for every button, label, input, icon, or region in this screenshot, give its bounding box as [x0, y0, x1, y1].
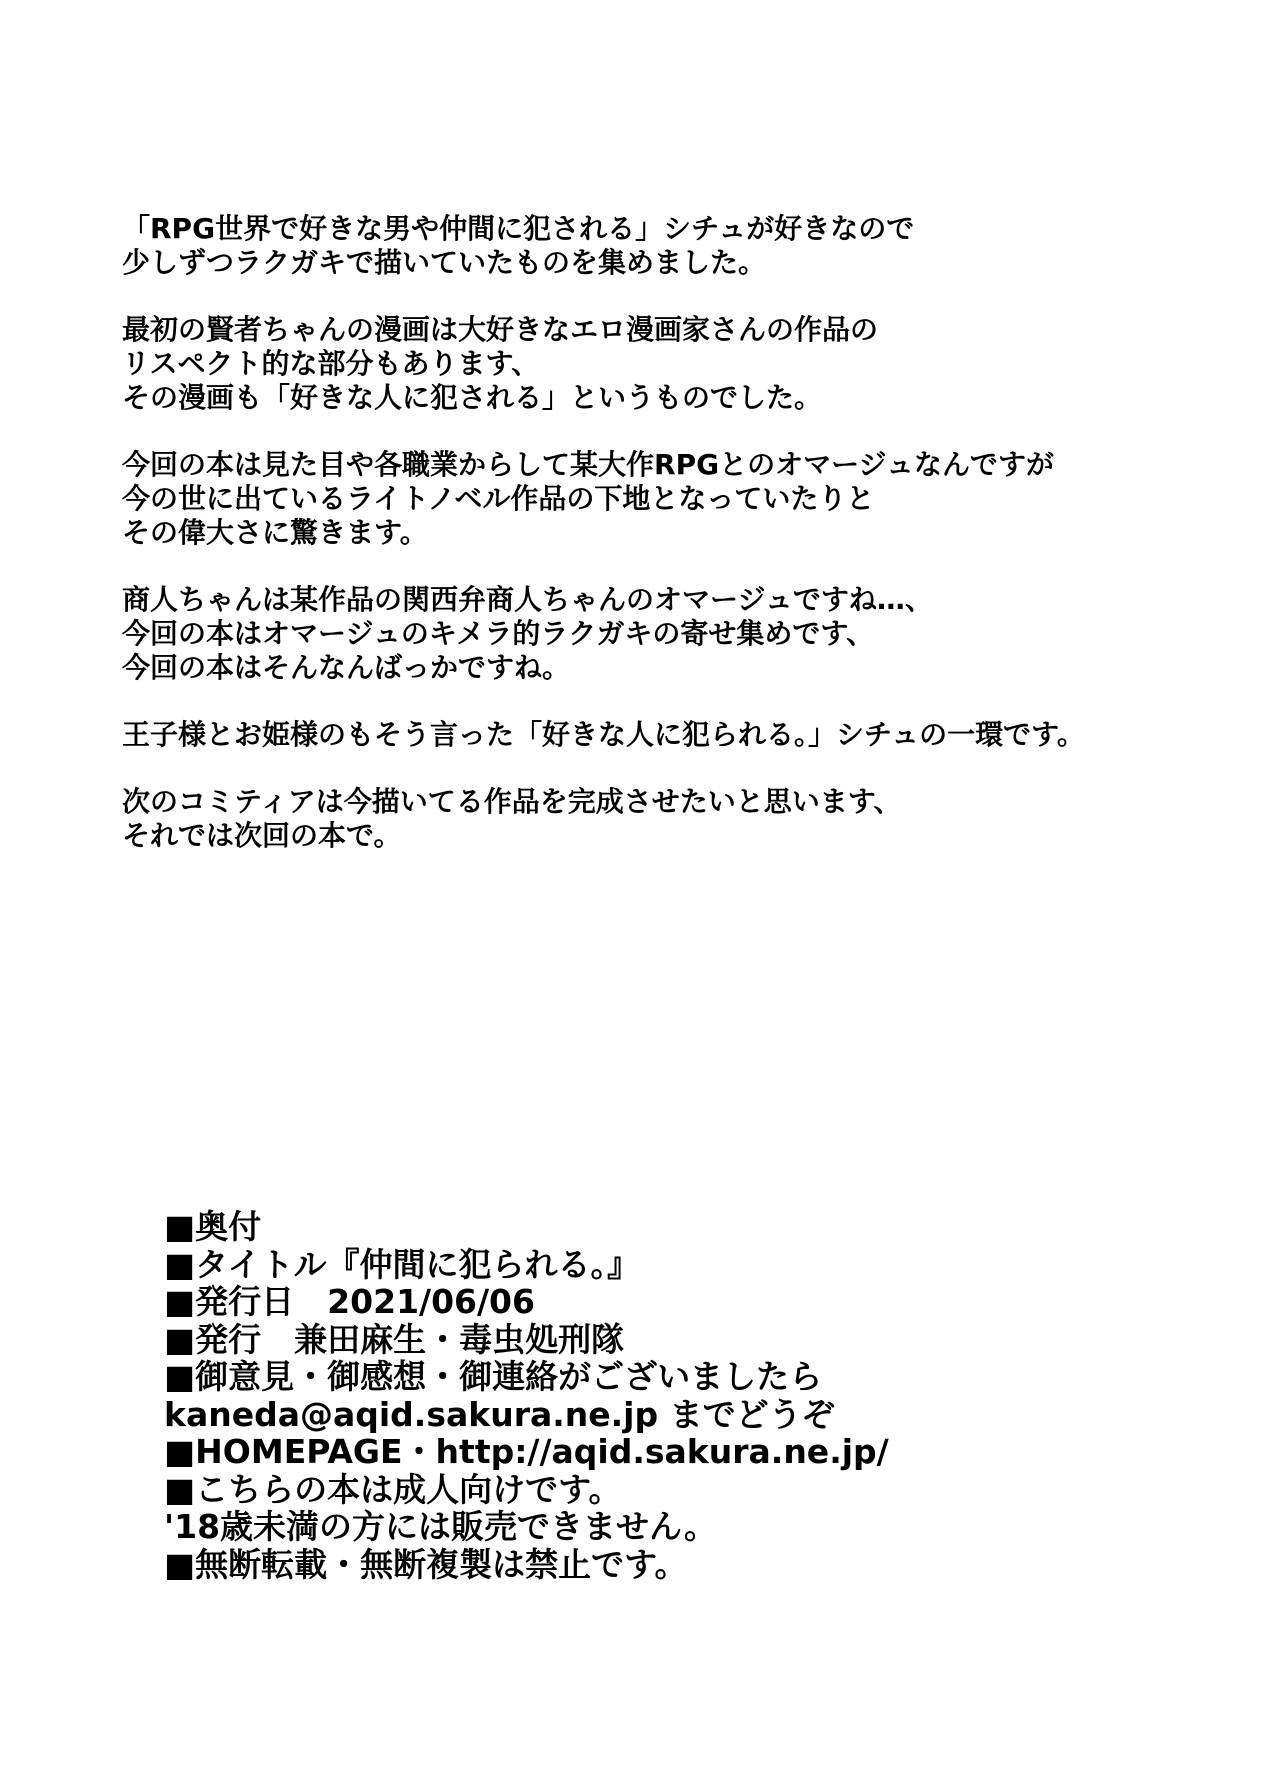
afterword-text: [122, 212, 1252, 886]
afterword-paragraph: [122, 448, 1252, 550]
colophon-title: ■タイトル『仲間に犯られる。』: [164, 1244, 641, 1284]
text-line: 「RPG世界で好きな男や仲間に犯される」シチュが好きなので: [122, 212, 915, 245]
colophon-contact: ■御意見・御感想・御連絡がございましたら: [164, 1357, 823, 1396]
colophon-homepage: ■HOMEPAGE・http://aqid.sakura.ne.jp/: [164, 1432, 889, 1471]
text-line: 今回の本はオマージュのキメラ的ラクガキの寄せ集めです、: [122, 617, 875, 650]
colophon-publish-date: ■発行日 2021/06/06: [164, 1282, 535, 1321]
afterword-paragraph: [122, 212, 1252, 280]
text-line: 今回の本は見た目や各職業からして某大作RPGとのオマージュなんですが: [122, 448, 1054, 481]
colophon-adult-notice: ■こちらの本は成人向けです。: [164, 1469, 622, 1509]
colophon: [164, 1208, 1164, 1583]
text-line: 商人ちゃんは某作品の関西弁商人ちゃんのオマージュですね…、: [122, 583, 933, 616]
text-line: 今回の本はそんなんばっかですね。: [122, 651, 571, 684]
colophon-heading: ■奥付: [164, 1207, 262, 1246]
afterword-paragraph: [122, 785, 1252, 853]
text-line: 少しずつラクガキで描いていたものを集めました。: [122, 246, 767, 279]
afterword-paragraph: [122, 718, 1252, 752]
afterword-paragraph: [122, 583, 1252, 685]
text-line: その漫画も「好きな人に犯される」というものでした。: [122, 381, 823, 414]
colophon-publisher: ■発行 兼田麻生・毒虫処刑隊: [164, 1319, 625, 1359]
text-line: 次のコミティアは今描いてる作品を完成させたいと思います、: [122, 785, 902, 818]
text-line: 最初の賢者ちゃんの漫画は大好きなエロ漫画家さんの作品の: [122, 313, 879, 346]
text-line: それでは次回の本で。: [122, 819, 402, 852]
text-line: 今の世に出ているライトノベル作品の下地となっていたりと: [122, 482, 875, 515]
colophon-copyright-notice: ■無断転載・無断複製は禁止です。: [164, 1544, 688, 1584]
text-line: その偉大さに驚きます。: [122, 516, 428, 549]
text-line: リスペクト的な部分もあります、: [122, 347, 540, 380]
afterword-paragraph: [122, 313, 1252, 415]
colophon-age-restriction: '18歳未満の方には販売できません。: [164, 1507, 718, 1546]
colophon-email: kaneda@aqid.sakura.ne.jp までどうぞ: [164, 1394, 835, 1434]
text-line: 王子様とお姫様のもそう言った「好きな人に犯られる。」シチュの一環です。: [122, 718, 1085, 751]
